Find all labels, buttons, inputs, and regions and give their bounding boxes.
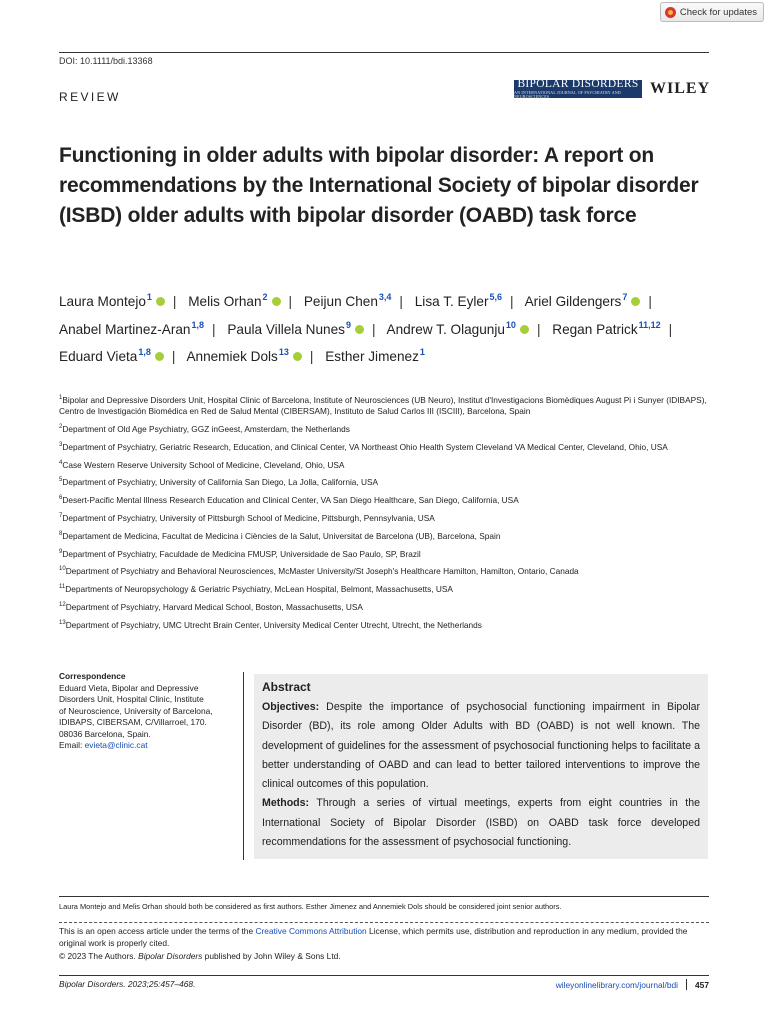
author-separator: | (648, 294, 652, 309)
author-affiliation-ref[interactable]: 1 (419, 347, 425, 357)
author (59, 319, 224, 337)
affiliation (59, 618, 709, 631)
affiliation-text: Department of Psychiatry, Harvard Medical School, Boston, Massachusetts, USA (65, 601, 363, 612)
correspondence-heading: Correspondence (59, 671, 126, 681)
author-separator: | (399, 294, 403, 309)
author-affiliation-ref[interactable]: 5,6 (489, 292, 503, 302)
methods-text: Through a series of virtual meetings, experts from eight countries in the International Society of Bipolar Disorder (ISBD) on OABD task force developed recommendations for the assessment of psychosocial functioning. (262, 797, 700, 849)
check-for-updates-button[interactable] (660, 2, 764, 22)
affiliation (59, 440, 709, 453)
correspondence (59, 671, 239, 752)
section-label: REVIEW (59, 90, 121, 104)
affiliation-number: 2 (59, 424, 63, 431)
author-name: Anabel Martinez-Aran (59, 321, 191, 337)
author (304, 294, 411, 309)
author-name: Andrew T. Olagunju (386, 321, 505, 337)
author-list (59, 286, 709, 369)
copyright-post: published by John Wiley & Sons Ltd. (202, 950, 341, 961)
author-name: Melis Orhan (188, 294, 262, 309)
affiliation-text: Department of Psychiatry, Faculdade de Medicina FMUSP, Universidade de Sao Paulo, SP, Brazil (62, 548, 421, 559)
author (386, 319, 549, 337)
author (186, 349, 321, 364)
author (227, 319, 383, 337)
affiliation-text: Department of Psychiatry, University of Pittsburgh School of Medicine, Pittsburgh, Pennsylvania, USA (62, 512, 435, 523)
orcid-icon[interactable] (272, 297, 281, 306)
affiliations (59, 393, 709, 635)
author-separator: | (536, 321, 541, 337)
author-name: Esther Jimenez (325, 349, 419, 364)
orcid-icon[interactable] (355, 325, 364, 334)
author-separator: | (288, 294, 293, 309)
affiliation-text: Department of Psychiatry, University of California San Diego, La Jolla, California, USA (62, 477, 379, 488)
objectives-label: Objectives: (262, 701, 320, 713)
abstract-heading: Abstract (262, 680, 311, 694)
author-separator: | (212, 321, 216, 337)
author-separator: | (309, 349, 314, 364)
correspondence-email-row (59, 740, 239, 752)
author (188, 294, 300, 309)
affiliation-number: 3 (59, 441, 63, 448)
affiliation (59, 600, 709, 613)
affiliation-number: 4 (59, 459, 63, 466)
author-affiliation-ref[interactable]: 3,4 (378, 292, 392, 302)
author-name: Lisa T. Eyler (414, 294, 489, 309)
email-label: Email: (59, 740, 85, 750)
abstract-objectives (262, 698, 700, 794)
author-note: Laura Montejo and Melis Orhan should both be considered as first authors. Esther Jimenez and Annemiek Dols should be considered joint senior authors. (59, 896, 709, 911)
author-affiliation-ref[interactable]: 13 (278, 347, 289, 357)
author-name: Eduard Vieta (59, 349, 138, 364)
author (552, 319, 680, 337)
footer-divider (686, 979, 687, 990)
affiliation (59, 475, 709, 488)
affiliation-number: 6 (59, 495, 63, 502)
footer-rule (59, 975, 709, 976)
author-affiliation-ref[interactable]: 11,12 (638, 319, 661, 330)
affiliation-number: 5 (59, 477, 63, 484)
footer-right (556, 979, 709, 990)
affiliation-number: 1 (59, 395, 63, 401)
affiliation-text: Department of Psychiatry and Behavioral Neurosciences, McMaster University/St Joseph's Healthcare Hamilton, Hamilton, Ontario, Canada (65, 566, 579, 577)
affiliation (59, 422, 709, 435)
journal-logo (514, 77, 642, 100)
author (59, 294, 184, 309)
affiliation (59, 393, 709, 418)
column-divider (243, 672, 244, 860)
affiliation (59, 529, 709, 542)
email-link[interactable]: evieta@clinic.cat (84, 740, 148, 750)
orcid-icon[interactable] (293, 352, 302, 361)
affiliation-text: Department of Psychiatry, Geriatric Research, Education, and Clinical Center, VA Northeast Ohio Health System Cleveland VA Medical Center, Cleveland, Ohio, USA (62, 441, 668, 452)
affiliation-number: 7 (59, 513, 63, 519)
correspondence-line: 08036 Barcelona, Spain. (59, 728, 151, 739)
abstract-box (254, 674, 708, 859)
author (415, 294, 522, 309)
author-name: Paula Villela Nunes (227, 321, 345, 337)
author-name: Annemiek Dols (186, 349, 278, 364)
article-title: Functioning in older adults with bipolar disorder: A report on recommendations by the International Society of bipolar disorder (ISBD) older adults with bipolar disorder (OABD) task force (59, 144, 699, 227)
author-affiliation-ref[interactable]: 2 (262, 292, 268, 302)
author-separator: | (668, 321, 673, 337)
author (325, 349, 425, 364)
affiliation-text: Departament de Medicina, Facultat de Medicina i Ciències de la Salut, Universitat de Barcelona (UB), Barcelona, Spain (62, 530, 501, 541)
author-separator: | (172, 294, 177, 309)
author-separator: | (510, 294, 514, 309)
correspondence-line: IDIBAPS, CIBERSAM, C/Villarroel, 170. (59, 717, 207, 727)
author-separator: | (171, 349, 176, 364)
affiliation-number: 10 (59, 566, 66, 573)
orcid-icon[interactable] (156, 297, 165, 306)
affiliation-number: 13 (59, 619, 66, 626)
affiliation-number: 9 (59, 548, 63, 555)
affiliation-text: Departments of Neuropsychology & Geriatric Psychiatry, McLean Hospital, Belmont, Massachusetts, USA (65, 583, 453, 594)
publisher-logo: WILEY (650, 80, 711, 97)
journal-logo-tagline: AN INTERNATIONAL JOURNAL OF PSYCHIATRY AND NEUROSCIENCES (514, 90, 621, 100)
correspondence-line: Disorders Unit, Hospital Clinic, Institute (59, 694, 204, 704)
cc-license-link[interactable]: Creative Commons Attribution (255, 926, 367, 936)
author (525, 294, 660, 309)
page-number: 457 (695, 979, 709, 990)
doi: DOI: 10.1111/bdi.13368 (59, 56, 153, 66)
author-name: Laura Montejo (59, 294, 146, 309)
affiliation (59, 493, 709, 506)
author (59, 349, 183, 364)
check-for-updates-label: Check for updates (679, 6, 757, 18)
abstract-methods (262, 794, 700, 852)
affiliation (59, 511, 709, 524)
journal-url-link[interactable]: wileyonlinelibrary.com/journal/bdi (555, 979, 679, 990)
orcid-icon[interactable] (631, 297, 640, 306)
dashed-rule (59, 922, 709, 923)
copyright-journal: Bipolar Disorders (138, 950, 203, 961)
correspondence-line: of Neuroscience, University of Barcelona, (59, 705, 213, 716)
affiliation-text: Case Western Reserve University School of Medicine, Cleveland, Ohio, USA (62, 459, 345, 470)
copyright-pre: © 2023 The Authors. (59, 950, 139, 961)
license-post: License, which permits use, distribution and reproduction in any medium, provided the original work is properly cited. (59, 926, 688, 949)
crossmark-icon (665, 7, 676, 18)
orcid-icon[interactable] (155, 352, 164, 361)
affiliation (59, 547, 709, 560)
author-name: Ariel Gildengers (524, 294, 622, 309)
affiliation (59, 582, 709, 595)
author-affiliation-ref[interactable]: 9 (345, 319, 351, 330)
license-statement (59, 925, 709, 962)
methods-label: Methods: (262, 797, 310, 810)
author-name: Regan Patrick (552, 321, 638, 337)
objectives-text: Despite the importance of psychosocial functioning impairment in Bipolar Disorder (BD), its role among Older Adults with BD (OABD) is not well known. The development of guidelines for the assessment of psychosocial functioning helps to facilitate a better understanding of OABD and can lead to better tailored interventions to improve the clinical outcomes of this population. (262, 701, 700, 791)
affiliation-text: Department of Old Age Psychiatry, GGZ inGeest, Amsterdam, the Netherlands (62, 423, 350, 434)
license-pre: This is an open access article under the terms of the (59, 926, 256, 936)
author-affiliation-ref[interactable]: 7 (622, 292, 628, 302)
author-affiliation-ref[interactable]: 1,8 (138, 347, 151, 357)
affiliation (59, 564, 709, 577)
journal-logo-name: BIPOLAR DISORDERS (517, 77, 639, 90)
author-separator: | (371, 321, 376, 337)
orcid-icon[interactable] (520, 325, 529, 334)
author-affiliation-ref[interactable]: 1,8 (191, 319, 204, 330)
affiliation (59, 458, 709, 471)
footer-citation: Bipolar Disorders. 2023;25:457–468. (59, 979, 196, 989)
author-name: Peijun Chen (303, 294, 378, 309)
affiliation-number: 11 (59, 584, 66, 591)
affiliation-text: Desert-Pacific Mental Illness Research Education and Clinical Center, VA San Diego Healthcare, San Diego, California, USA (62, 495, 519, 505)
affiliation-number: 12 (59, 601, 66, 608)
affiliation-number: 8 (59, 530, 63, 537)
top-rule (59, 52, 709, 53)
affiliation-text: Bipolar and Depressive Disorders Unit, Hospital Clinic of Barcelona, Institute of Neurosciences (UB Neuro), Institut d'Investigacions Biomèdiques August Pi i Sunyer (IDIBAPS), Centro de Investigación Biomédica en Red de Salud Mental (CIBERSAM), Instituto de Salud Carlos III (ISCIII), Barcelona, Spain (59, 394, 707, 417)
affiliation-text: Department of Psychiatry, UMC Utrecht Brain Center, University Medical Center Utrecht, Utrecht, the Netherlands (65, 619, 482, 630)
author-affiliation-ref[interactable]: 1 (146, 292, 152, 302)
correspondence-line: Eduard Vieta, Bipolar and Depressive (59, 682, 199, 693)
author-affiliation-ref[interactable]: 10 (505, 319, 516, 330)
